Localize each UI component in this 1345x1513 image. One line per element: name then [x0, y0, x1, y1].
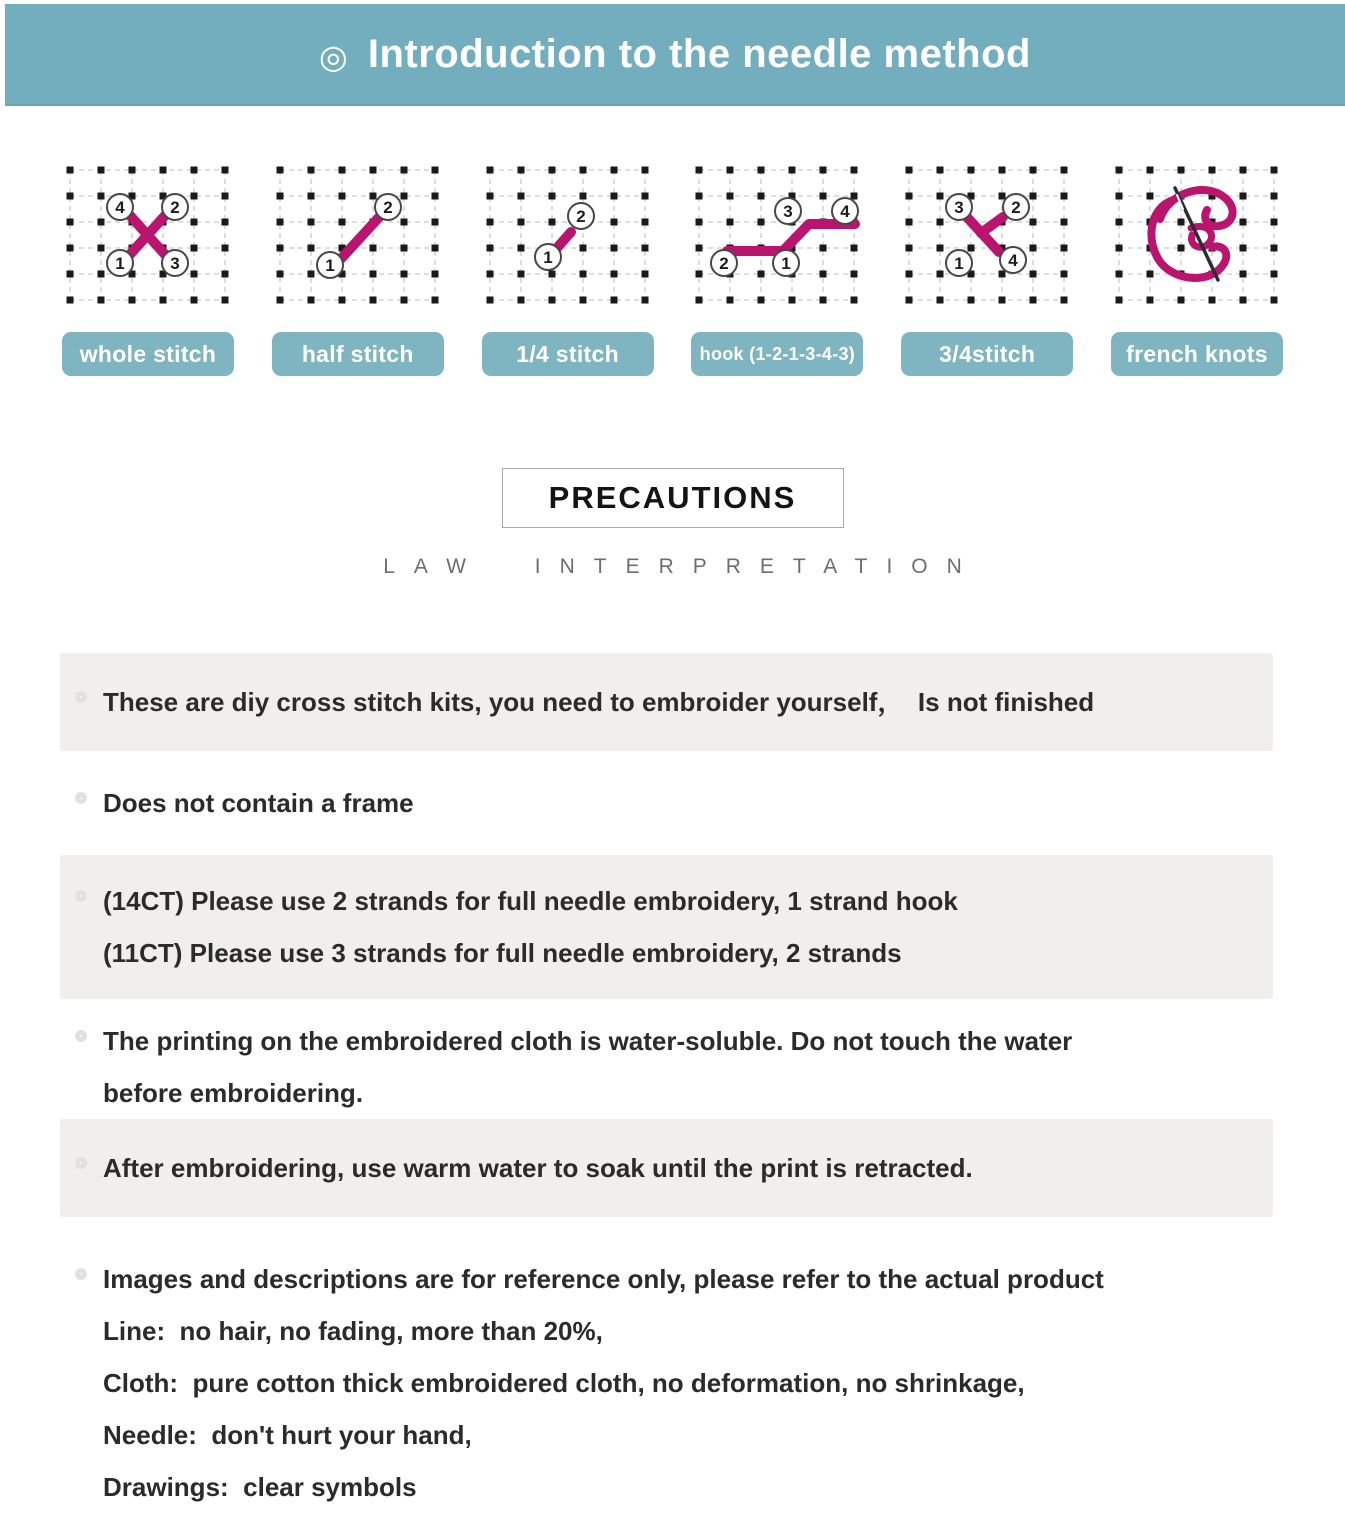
note-line: These are diy cross stitch kits, you need to embroider yourself， Is not finished — [103, 687, 1095, 717]
bullseye-icon: ◎ — [319, 37, 348, 75]
svg-text:4: 4 — [115, 198, 125, 217]
svg-text:4: 4 — [1008, 251, 1018, 270]
stitch-grid-svg — [901, 160, 1073, 310]
note-line: Drawings: clear symbols — [103, 1472, 417, 1502]
stitch-grid-svg — [272, 160, 444, 310]
note-item — [60, 777, 1273, 829]
note-line: After embroidering, use warm water to soak until the print is retracted. — [103, 1153, 973, 1183]
note-item — [60, 653, 1273, 751]
stitch-label: whole stitch — [62, 332, 234, 376]
note-item — [60, 1119, 1273, 1217]
stitch-diagram-hook — [691, 160, 863, 376]
svg-text:3: 3 — [170, 254, 180, 273]
note-text — [103, 1142, 973, 1194]
law-interpretation-subtitle: LAW INTERPRETATION — [383, 555, 981, 578]
svg-text:2: 2 — [575, 207, 586, 226]
note-line: Line: no hair, no fading, more than 20%, — [103, 1316, 603, 1346]
note-line: before embroidering. — [103, 1078, 364, 1108]
note-bullet-icon — [75, 1268, 87, 1280]
note-text — [103, 777, 414, 829]
stitch-label: french knots — [1111, 332, 1283, 376]
stitch-grid-svg — [691, 160, 863, 310]
precautions-heading: PRECAUTIONS — [502, 468, 844, 528]
svg-text:1: 1 — [542, 248, 553, 267]
stitch-diagram-half — [272, 160, 444, 376]
note-line: (14CT) Please use 2 strands for full needle embroidery, 1 strand hook — [103, 886, 958, 916]
svg-text:3: 3 — [954, 198, 964, 217]
note-text — [103, 875, 958, 979]
note-bullet-icon — [75, 792, 87, 804]
stitch-grid-svg — [482, 160, 654, 310]
stitch-diagram-whole — [62, 160, 234, 376]
stitch-grid-svg — [62, 160, 234, 310]
note-text — [103, 676, 1094, 728]
note-item — [60, 1253, 1273, 1513]
note-text — [103, 1015, 1072, 1119]
stitch-diagram-threequarter — [901, 160, 1073, 376]
stitch-label: hook (1-2-1-3-4-3) — [691, 332, 863, 376]
note-line: Needle: don't hurt your hand, — [103, 1420, 472, 1450]
stitch-diagram-quarter — [482, 160, 654, 376]
note-item — [60, 855, 1273, 999]
stitch-label: half stitch — [272, 332, 444, 376]
note-line: Cloth: pure cotton thick embroidered cloth, no deformation, no shrinkage, — [103, 1368, 1025, 1398]
page-title: Introduction to the needle method — [367, 31, 1031, 76]
svg-text:3: 3 — [783, 202, 794, 221]
note-item — [60, 1015, 1273, 1119]
svg-text:2: 2 — [383, 198, 393, 217]
page-header — [5, 4, 1345, 106]
svg-text:2: 2 — [170, 198, 180, 217]
stitch-grid-svg — [1111, 160, 1283, 310]
stitch-diagram-french-knots — [1111, 160, 1283, 376]
note-line: Does not contain a frame — [103, 788, 414, 818]
svg-text:1: 1 — [954, 254, 964, 273]
note-bullet-icon — [75, 890, 87, 902]
svg-text:4: 4 — [840, 202, 851, 221]
stitch-label: 1/4 stitch — [482, 332, 654, 376]
note-bullet-icon — [75, 691, 87, 703]
svg-text:1: 1 — [115, 254, 125, 273]
svg-text:1: 1 — [781, 254, 792, 273]
note-bullet-icon — [75, 1030, 87, 1042]
note-line: (11CT) Please use 3 strands for full needle embroidery, 2 strands — [103, 938, 902, 968]
precaution-notes — [60, 653, 1273, 1513]
note-bullet-icon — [75, 1157, 87, 1169]
svg-text:2: 2 — [719, 254, 730, 273]
svg-text:2: 2 — [1011, 198, 1021, 217]
svg-text:1: 1 — [325, 256, 335, 275]
note-line: Images and descriptions are for reference only, please refer to the actual product — [103, 1264, 1104, 1294]
note-line: The printing on the embroidered cloth is water-soluble. Do not touch the water — [103, 1026, 1073, 1056]
stitch-diagram-row — [0, 160, 1345, 376]
note-text — [103, 1253, 1104, 1513]
stitch-label: 3/4stitch — [901, 332, 1073, 376]
